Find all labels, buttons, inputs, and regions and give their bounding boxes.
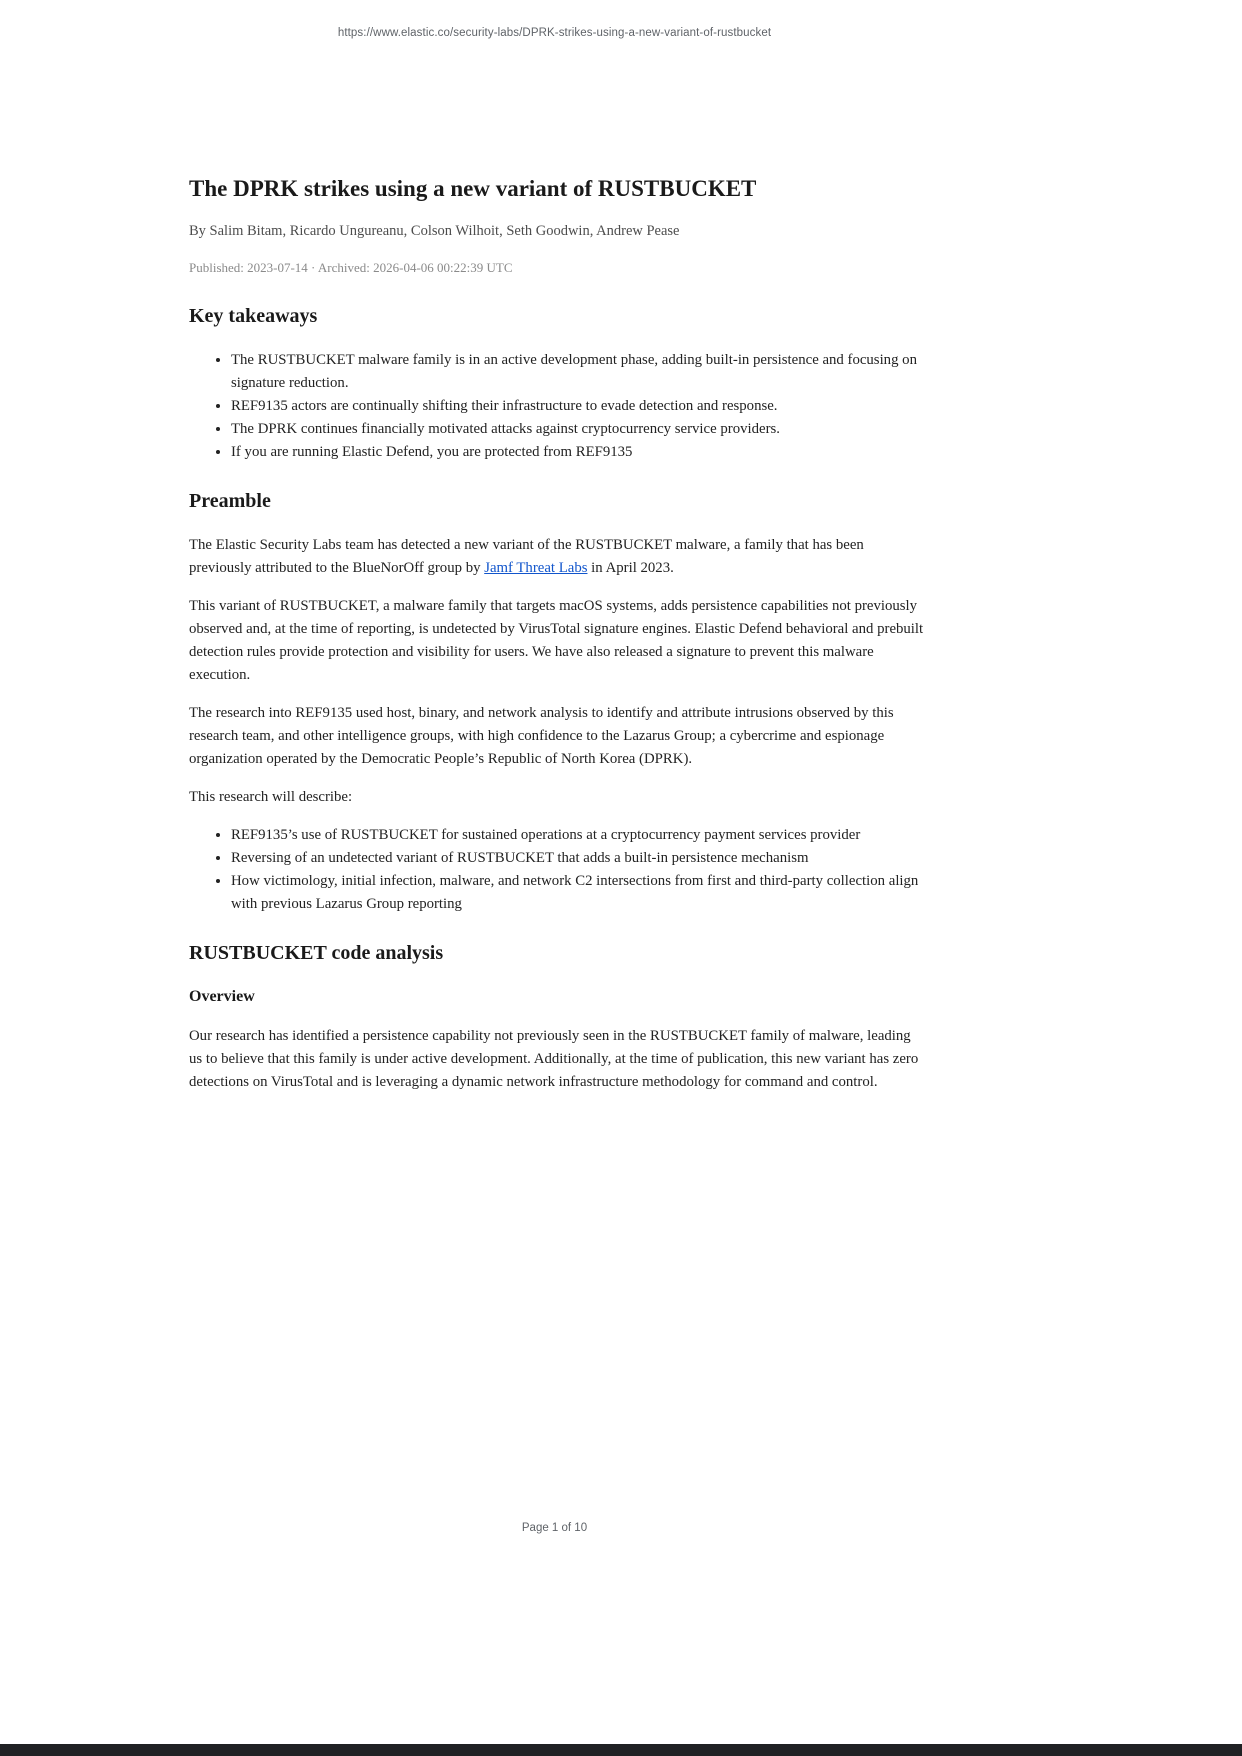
heading-code-analysis: RUSTBUCKET code analysis bbox=[189, 942, 444, 964]
heading-overview: Overview bbox=[189, 988, 255, 1005]
research-describe-list bbox=[189, 824, 927, 916]
page-title: The DPRK strikes using a new variant of RUSTBUCKET bbox=[189, 176, 757, 201]
key-takeaways-list bbox=[189, 349, 927, 464]
list-item: • REF9135 actors are continually shifting their infrastructure to evade detection and response. bbox=[231, 395, 927, 418]
list-item: • How victimology, initial infection, malware, and network C2 intersections from first and third-party collection align with previous Lazarus Group reporting bbox=[231, 870, 927, 916]
published-meta: Published: 2023-07-14 · Archived: 2026-04-06 00:22:39 UTC bbox=[189, 260, 513, 275]
list-item: • Reversing of an undetected variant of RUSTBUCKET that adds a built-in persistence mechanism bbox=[231, 847, 927, 870]
paragraph-text: The Elastic Security Labs team has detected a new variant of the RUSTBUCKET malware, a family that has been previously attributed to the BlueNorOff group by bbox=[189, 537, 864, 576]
print-header-url: https://www.elastic.co/security-labs/DPRK-strikes-using-a-new-variant-of-rustbucket bbox=[337, 27, 772, 39]
heading-preamble: Preamble bbox=[189, 490, 271, 512]
paragraph-preamble-4: This research will describe: bbox=[189, 789, 353, 805]
viewport-bottom-bar bbox=[0, 1744, 1242, 1756]
paragraph-preamble-3: The research into REF9135 used host, binary, and network analysis to identify and attribute intrusions observed by this research team, and other intelligence groups, with high confidence to the Lazarus Group; a cybercrime and espionage organization operated by the Democratic People’s Republic of North Korea (DPRK). bbox=[189, 705, 894, 767]
byline: By Salim Bitam, Ricardo Ungureanu, Colson Wilhoit, Seth Goodwin, Andrew Pease bbox=[189, 223, 680, 239]
heading-key-takeaways: Key takeaways bbox=[189, 305, 318, 327]
article-content bbox=[189, 174, 927, 1109]
paragraph-preamble-2: This variant of RUSTBUCKET, a malware family that targets macOS systems, adds persistence capabilities not previously observed and, at the time of reporting, is undetected by VirusTotal signature engines. Elastic Defend behavioral and prebuilt detection rules provide protection and visibility for users. We have also released a signature to prevent this malware execution. bbox=[189, 598, 924, 683]
list-item: • The DPRK continues financially motivated attacks against cryptocurrency service providers. bbox=[231, 418, 927, 441]
list-item: • REF9135’s use of RUSTBUCKET for sustained operations at a cryptocurrency payment services provider bbox=[231, 824, 927, 847]
list-item: • The RUSTBUCKET malware family is in an active development phase, adding built-in persistence and focusing on signature reduction. bbox=[231, 349, 927, 395]
paragraph-text: in April 2023. bbox=[587, 560, 674, 576]
paragraph-overview: Our research has identified a persistence capability not previously seen in the RUSTBUCKET family of malware, leading us to believe that this family is under active development. Additionally, at the time of publication, this new variant has zero detections on VirusTotal and is leveraging a dynamic network infrastructure methodology for command and control. bbox=[189, 1028, 919, 1090]
list-item: • If you are running Elastic Defend, you are protected from REF9135 bbox=[231, 441, 927, 464]
paragraph-preamble-1 bbox=[189, 534, 927, 580]
jamf-threat-labs-link[interactable]: Jamf Threat Labs bbox=[484, 560, 588, 576]
print-footer-page-number: Page 1 of 10 bbox=[521, 1522, 588, 1534]
